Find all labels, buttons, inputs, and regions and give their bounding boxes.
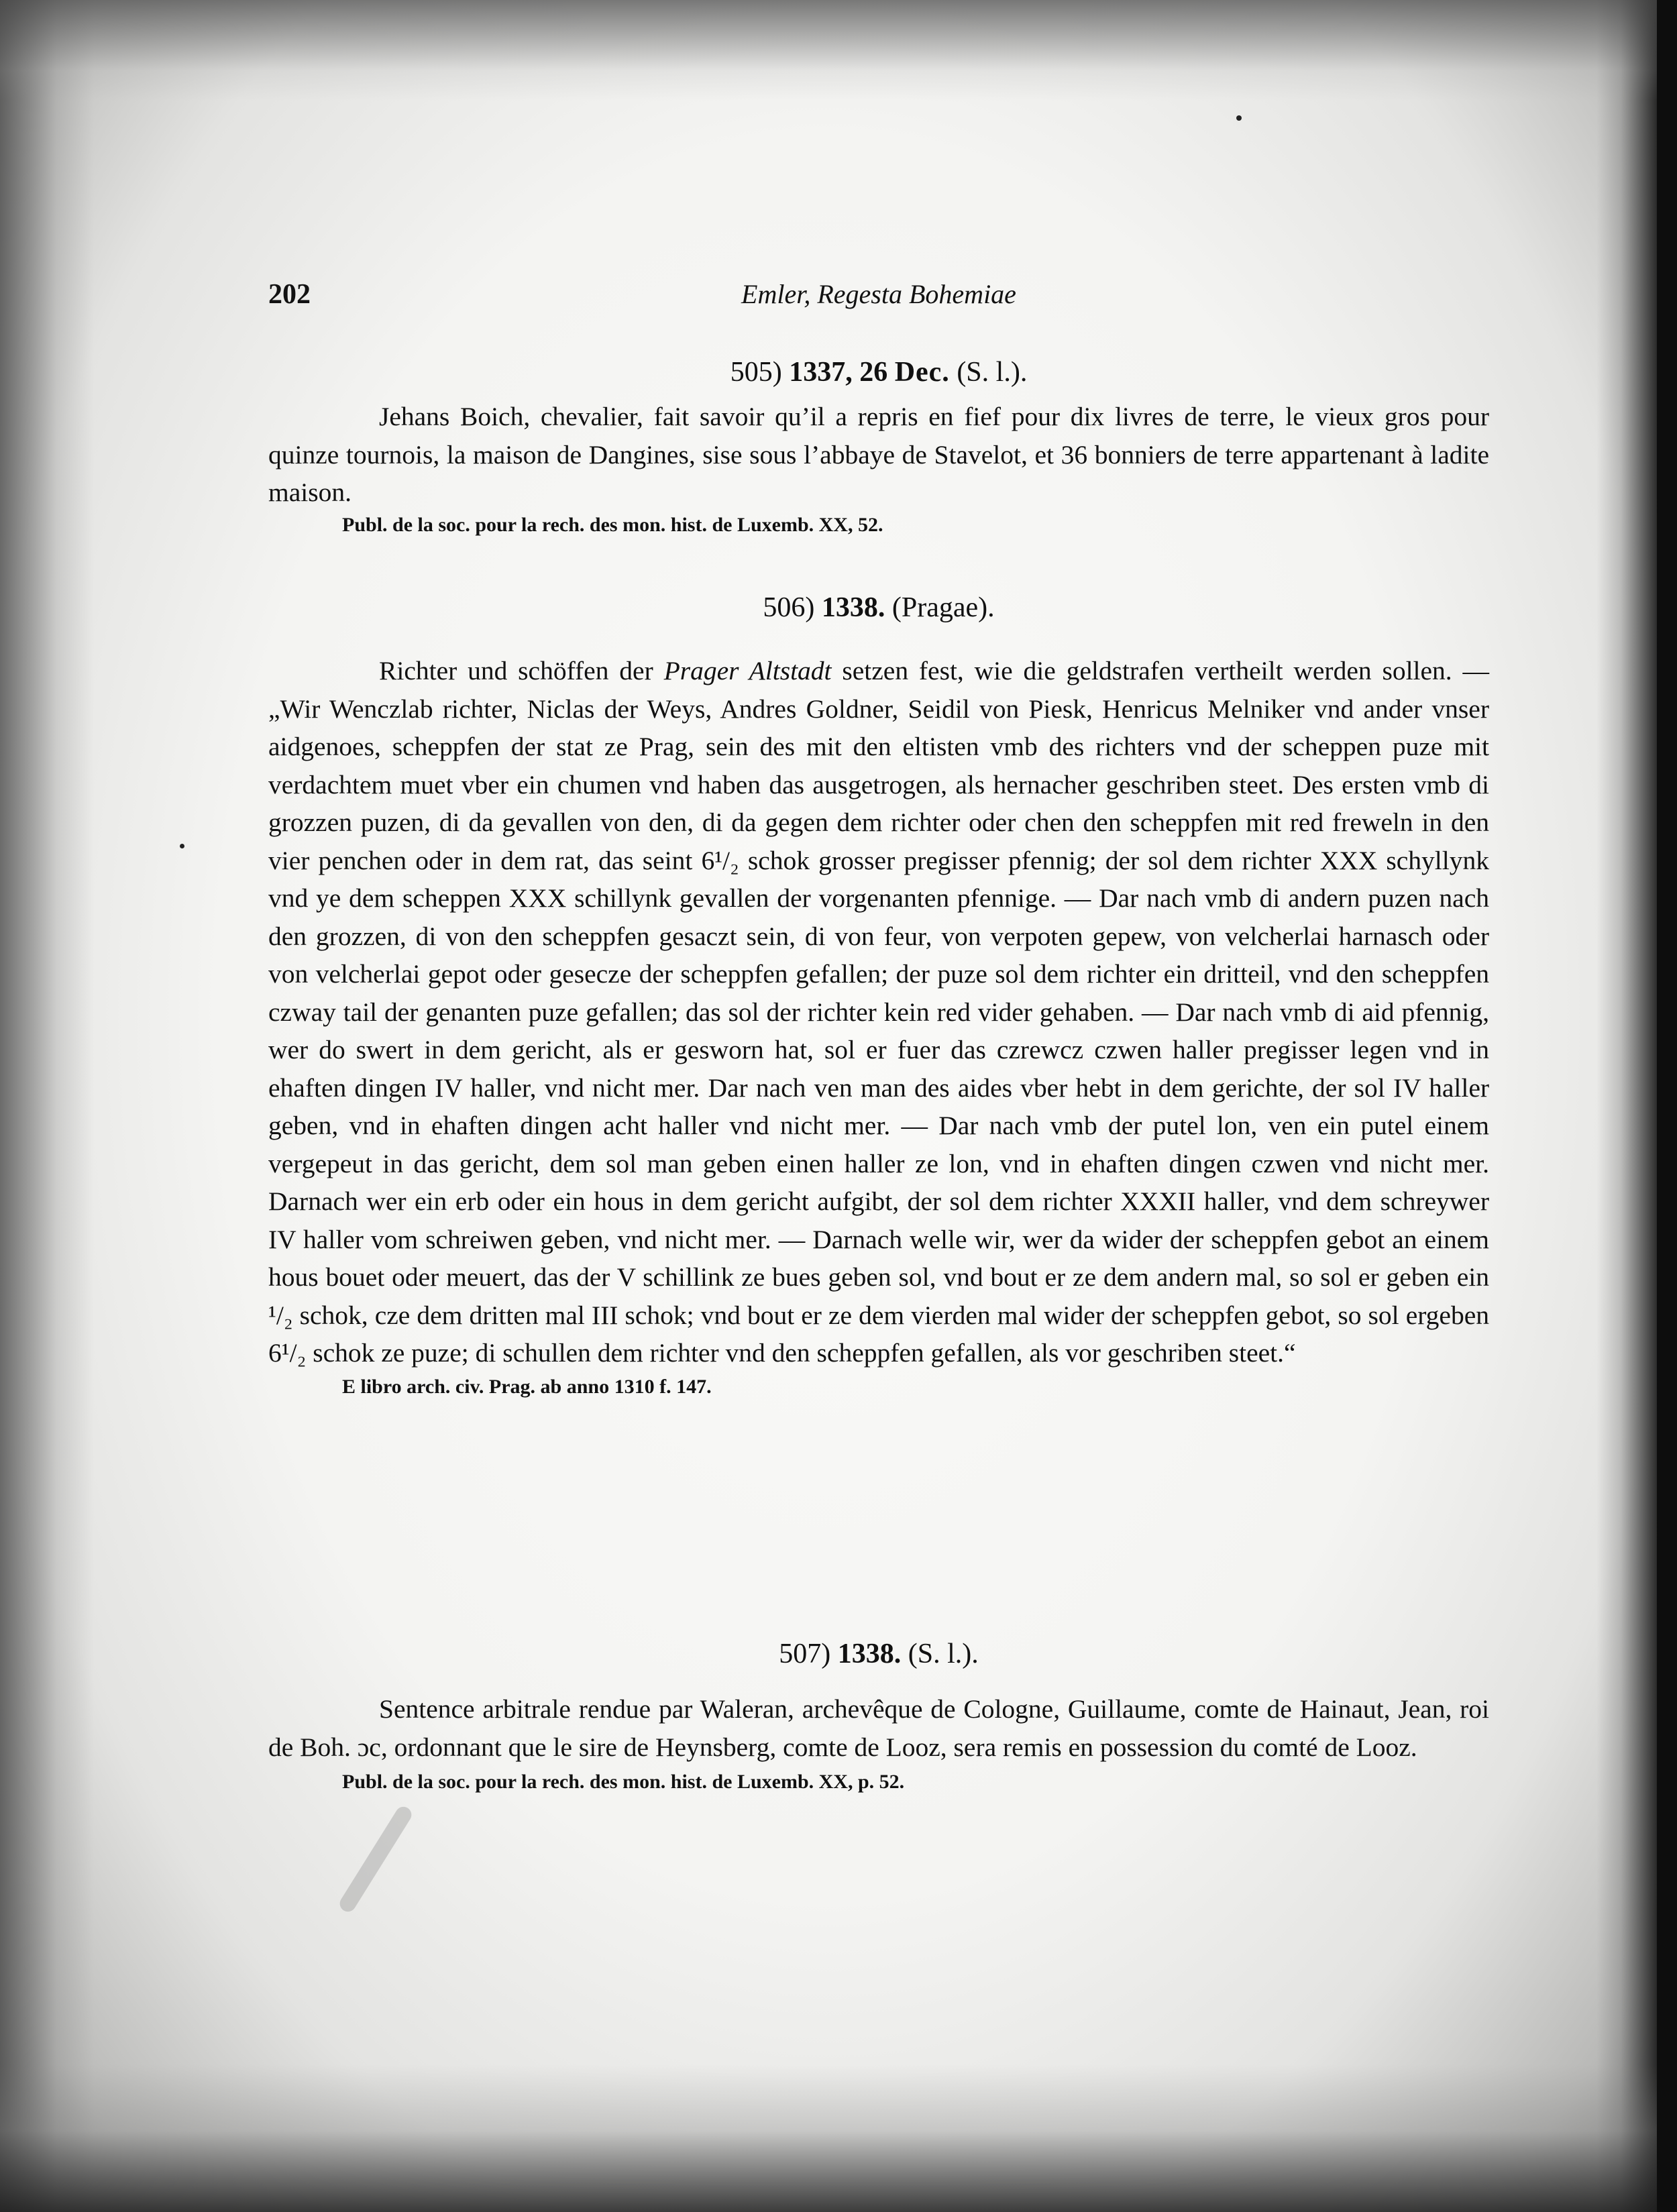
entry-date: 1338. [837,1639,902,1669]
entry-507 [268,1635,1489,1797]
entry-heading [268,589,1489,626]
running-title: Emler, Regesta Bohemiae [741,279,1016,309]
entry-text-lead: Richter und schöffen der [379,656,653,685]
entry-source: E libro arch. civ. Prag. ab anno 1310 f. 147. [342,1375,712,1398]
entry-number: 505) [730,357,782,388]
entry-source: Publ. de la soc. pour la rech. des mon. hist. de Luxemb. XX, 52. [342,513,883,536]
entry-date-month: Dec. [894,357,950,388]
entry-number: 506) [763,592,815,623]
dust-speck [1236,115,1242,121]
scan-shadow-bottom [0,2064,1657,2212]
page-header [268,278,1489,325]
entry-505 [268,353,1489,540]
scan-shadow-top [0,0,1657,101]
entry-heading [268,1635,1489,1673]
entry-text: Sentence arbitrale rendue par Waleran, archevêque de Cologne, Guillaume, comte de Hainaut, Jean, roi de Boh. ɔc, ordonnant que le sire de Heynsberg, comte de Looz, sera remis en possession du comté de Looz. [268,1694,1489,1762]
page-number: 202 [268,279,311,310]
scan-shadow-right [1597,0,1657,2212]
entry-text [268,652,1489,1372]
entry-heading [268,353,1489,391]
entry-date: 1338. [821,592,885,623]
entry-place: (Pragae). [891,592,995,623]
entry-place: (S. l.). [908,1639,979,1669]
scan-shadow-left [0,0,94,2212]
entry-text-italic: Prager Altstadt [663,656,832,685]
entry-506 [268,589,1489,1402]
entry-source: Publ. de la soc. pour la rech. des mon. hist. de Luxemb. XX, p. 52. [342,1771,905,1793]
entry-date: 1337, 26 [789,357,888,388]
entry-place: (S. l.). [957,357,1028,388]
dust-speck [180,844,184,848]
entry-text: Jehans Boich, chevalier, fait savoir qu’il a repris en fief pour dix livres de terre, le vieux gros pour quinze tournois, la maison de Dangines, sise sous l’abbaye de Stavelot, et 36 bonniers de terre appartenant à ladite maison. [268,402,1489,507]
entry-text-body: setzen fest, wie die geldstrafen vertheilt werden sollen. — „Wir Wenczlab richter, Niclas der Weys, Andres Goldner, Seidil von Piesk, Henricus Melniker vnd ander vnser aidgenoes, scheppfen der stat ze Prag, sein des mit den eltisten vmb des richters vnd der scheppen puze mit verdachtem muet vber ein chumen vnd haben das ausgetrogen, als hernacher geschriben steet. Des ersten vmb di grozzen puzen, di da gevallen von den, di da gegen dem richter oder chen den scheppfen mit red freweln in den vier penchen oder in dem rat, das seint 6¹/₂ schok grosser pregisser pfennig; der sol dem richter XXX schyllynk vnd ye dem scheppen XXX schillynk gevallen der vorgenanten pfennige. — Dar nach vmb di andern puzen nach den grozzen, di von den scheppfen gesaczt sein, di von feur, von verpoten gepew, von velcherlai harnasch oder von velcherlai gepot oder gesecze der scheppfen gefallen; der puze sol dem richter ein dritteil, vnd den scheppfen czway tail der genanten puze gefallen; das sol der richter kein red vider gehaben. — Dar nach vmb di aid pfennig, wer do swert in dem gericht, als er gesworn hat, sol er fuer das czrewcz czwen haller pregisser legen vnd in ehaften dingen IV haller, vnd nicht mer. Dar nach ven man des aides vber hebt in dem gerichte, der sol IV haller geben, vnd in ehaften dingen acht haller vnd nicht mer. — Dar nach vmb der putel lon, ven ein putel einem vergepeut in das gericht, dem sol man geben einen haller ze lon, vnd in ehaften dingen czwen vnd nicht mer. Darnach wer ein erb oder ein hous in dem gericht aufgibt, der sol dem richter XXXII haller, vnd dem schreywer IV haller vom schreiwen geben, vnd nicht mer. — Darnach welle wir, wer da wider der scheppfen gebot an einem hous bouet oder meuert, das der V schillink ze bues geben sol, vnd bout er ze dem andern mal, so sol er geben ein ¹/₂ schok, cze dem dritten mal III schok; vnd bout er ze dem vierden mal wider der scheppfen gebot, so sol ergeben 6¹/₂ schok ze puze; di schullen dem richter vnd den scheppfen gefallen, als vor geschriben steet.“ [268,656,1490,1368]
pencil-smudge [337,1804,415,1914]
entry-number: 507) [779,1639,831,1669]
